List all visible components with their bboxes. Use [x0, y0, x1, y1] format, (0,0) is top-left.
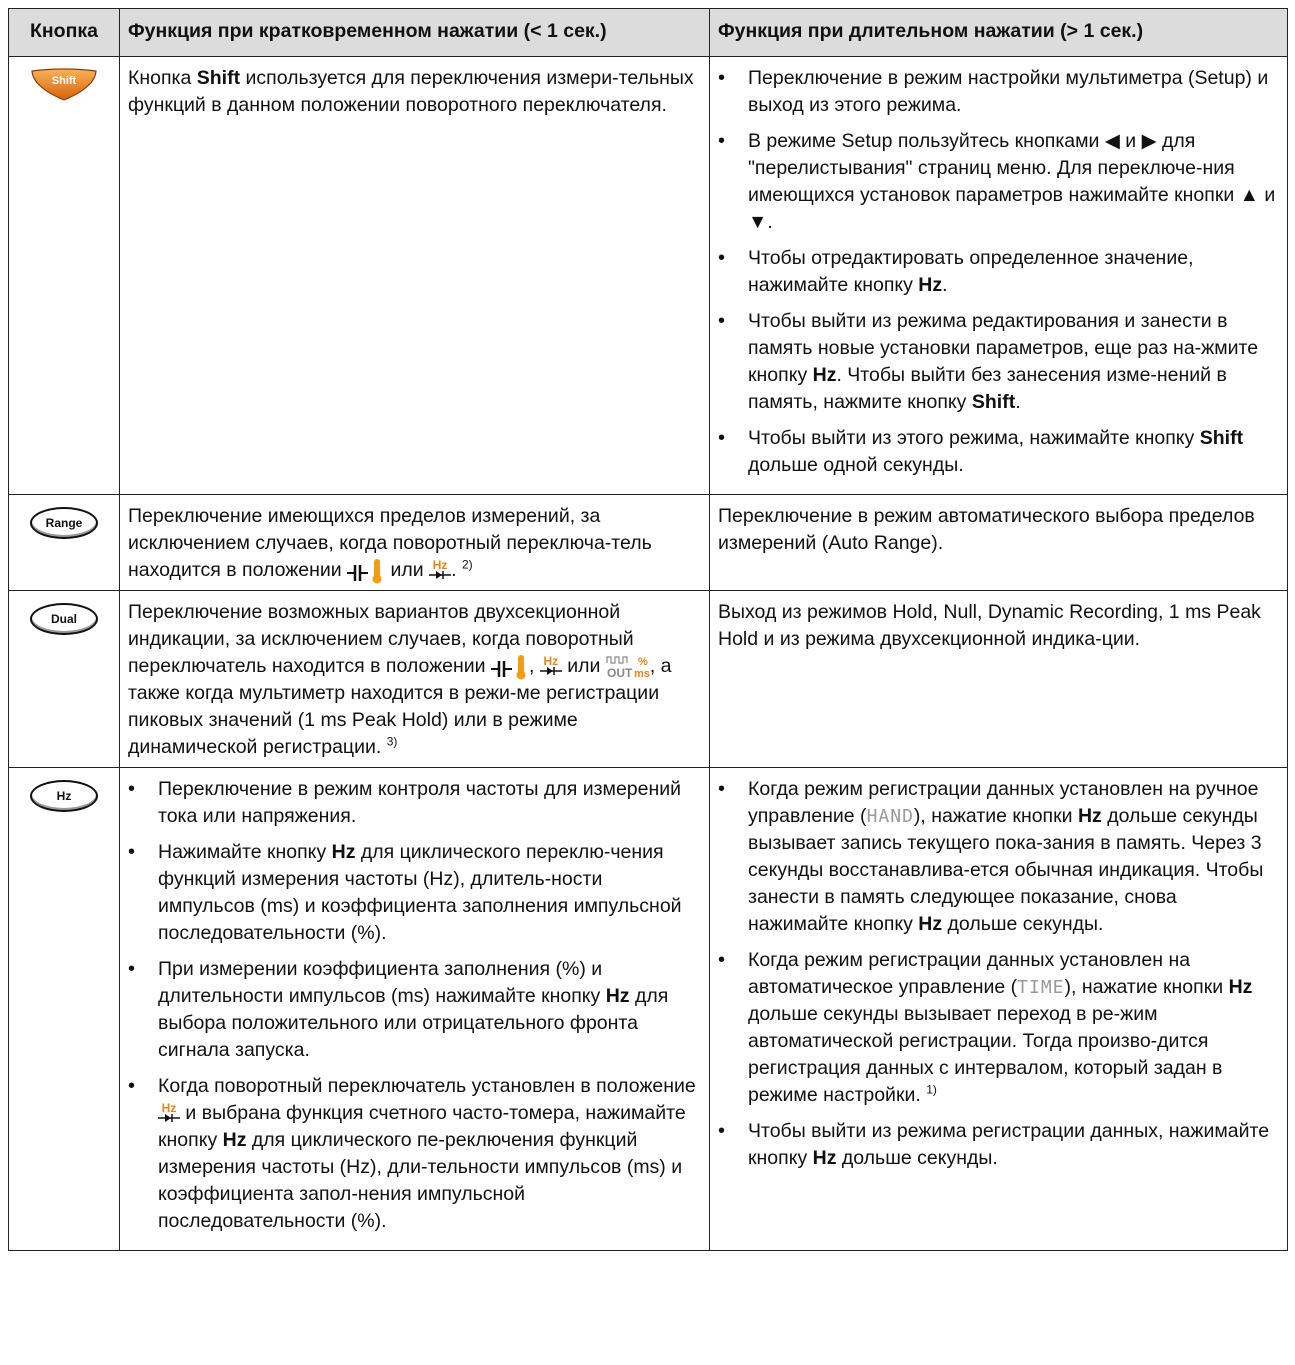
shift-short-text-a: Кнопка	[128, 67, 197, 89]
hz-long-b3-a: Чтобы выйти из режима регистрации данных, нажимайте кнопку	[748, 1120, 1270, 1169]
hz-short-b4-c: для циклического пе-реключения функций измерения частоты (Hz), дли-тельности импульсов (ms) и коэффициента запол-нения импульсной последовательности (%).	[158, 1129, 683, 1232]
shift-long-list	[710, 65, 1279, 479]
out-label: OUT	[606, 665, 633, 680]
range-footnote: 2)	[461, 557, 473, 572]
hz-long-b3-c: дольше секунды.	[836, 1147, 998, 1169]
hz-short-b2-a: Нажимайте кнопку	[158, 841, 332, 863]
range-key-cell	[9, 495, 120, 591]
dual-key-cell	[9, 591, 120, 768]
dual-short-c: или	[561, 655, 606, 677]
range-key-icon: Range	[30, 507, 98, 539]
pct-label: %	[637, 655, 648, 668]
hz-diode-icon	[158, 1103, 180, 1124]
shift-long-b3-a: Чтобы отредактировать определенное значение, нажимайте кнопку	[748, 247, 1194, 296]
dual-key-icon: Dual	[30, 603, 98, 635]
range-short-c: .	[451, 559, 462, 581]
header-long-press: Функция при длительном нажатии (> 1 сек.)	[710, 9, 1288, 57]
hz-long-b2-a: Когда режим регистрации данных установлен на автоматическое управление (	[748, 949, 1191, 998]
hz-key-icon: Hz	[30, 780, 98, 812]
range-long-press: Переключение в режим автоматического выбора пределов измерений (Auto Range).	[710, 495, 1288, 591]
shift-long-b5-c: дольше одной секунды.	[748, 454, 964, 476]
hz-long-list	[710, 776, 1279, 1172]
header-row	[9, 9, 1288, 57]
header-short-press: Функция при кратковременном нажатии (< 1 сек.)	[120, 9, 710, 57]
list-item	[710, 947, 1279, 1109]
list-item	[710, 245, 1279, 299]
dual-short-d: , а также когда мультиметр находится в режи-ме регистрации пиковых значений (1 ms Peak Hold) или в режиме динамической регистрации.	[128, 655, 672, 758]
hz-long-b2-b: ), нажатие кнопки	[1064, 976, 1229, 998]
hz-long-b3-key: Hz	[812, 1147, 837, 1169]
lcd-hand-text: HAND	[866, 806, 914, 827]
shift-long-b3-c: .	[942, 274, 948, 296]
capacitor-temperature-icon	[491, 654, 529, 680]
list-item	[710, 776, 1279, 938]
shift-long-b4-a: Чтобы выйти из режима редактирования и занести в память новые установки параметров, еще раз на-жмите кнопку	[748, 310, 1259, 386]
shift-long-b5-key: Shift	[1199, 427, 1244, 449]
range-short-press	[120, 495, 710, 591]
arrow-up-icon: ▲	[1239, 184, 1259, 206]
hz-long-b1-d: дольше секунды.	[942, 913, 1104, 935]
shift-key-icon	[29, 67, 99, 101]
arrow-down-icon: ▼	[748, 211, 768, 233]
hz-short-b4-key: Hz	[222, 1129, 247, 1151]
hz-short-b3-c: для выбора положительного или отрицательного фронта сигнала запуска.	[158, 985, 669, 1061]
hz-long-press	[710, 768, 1288, 1251]
hz-short-press	[120, 768, 710, 1251]
shift-long-b4-e: .	[1015, 391, 1021, 413]
shift-long-b3-key: Hz	[918, 274, 943, 296]
hz-long-b1-c: дольше секунды вызывает запись текущего пока-зания в память. Через 3 секунды восстанавлива-ется обычная индикация. Чтобы занести в память следующее показание, снова нажимайте кнопку	[748, 805, 1264, 935]
shift-long-b2-c: для "перелистывания" страниц меню. Для переключе-ния имеющихся установок параметров нажимайте кнопки	[748, 130, 1240, 206]
table-row-dual	[9, 591, 1288, 768]
hz-long-b1-key: Hz	[1077, 805, 1102, 827]
hz-diode-label: Hz	[543, 654, 559, 669]
list-item	[710, 1118, 1279, 1172]
capacitor-temperature-icon	[347, 558, 385, 584]
hz-diode-label: Hz	[161, 1101, 177, 1116]
shift-long-b2-e: .	[767, 211, 773, 233]
hz-long-footnote: 1)	[926, 1082, 937, 1097]
shift-long-press	[710, 57, 1288, 495]
hz-key-cell	[9, 768, 120, 1251]
shift-long-b4-key2: Shift	[971, 391, 1016, 413]
lcd-time-text: TIME	[1017, 977, 1065, 998]
hz-long-b1-b: ), нажатие кнопки	[913, 805, 1078, 827]
list-item	[120, 956, 701, 1064]
header-button: Кнопка	[9, 9, 120, 57]
shift-key-label: Shift	[51, 75, 77, 87]
list-item	[710, 128, 1279, 236]
hz-long-b1-a: Когда режим регистрации данных установлен на ручное управление (	[748, 778, 1259, 827]
shift-long-b5-a: Чтобы выйти из этого режима, нажимайте кнопку	[748, 427, 1200, 449]
hz-long-b2-c: дольше секунды вызывает переход в ре-жим автоматической регистрации. Тогда произво-дится регистрация данных с интервалом, который задан в режиме настройки.	[748, 1003, 1223, 1106]
list-item	[710, 65, 1279, 119]
shift-long-b4-c: . Чтобы выйти без занесения изме-нений в память, нажмите кнопку	[748, 364, 1227, 413]
table-row-range	[9, 495, 1288, 591]
list-item	[710, 425, 1279, 479]
table-row-hz	[9, 768, 1288, 1251]
hz-short-b4-a: Когда поворотный переключатель установлен в положение	[158, 1075, 696, 1097]
hz-long-b2-key: Hz	[1228, 976, 1253, 998]
arrow-right-icon: ▶	[1141, 130, 1157, 152]
shift-long-b1: Переключение в режим настройки мультиметра (Setup) и выход из этого режима.	[748, 67, 1269, 116]
hz-diode-icon	[429, 560, 451, 581]
hz-short-b3-a: При измерении коэффициента заполнения (%) и длительности импульсов (ms) нажимайте кнопку	[158, 958, 606, 1007]
range-short-a: Переключение имеющихся пределов измерений, за исключением случаев, когда поворотный переключа-тель находится в положении	[128, 505, 652, 581]
ms-label: ms	[633, 667, 650, 680]
hz-short-b2-key: Hz	[331, 841, 356, 863]
shift-key-cell	[9, 57, 120, 495]
square-wave-output-icon	[606, 654, 650, 680]
hz-diode-icon	[540, 656, 562, 677]
dual-footnote: 3)	[386, 734, 398, 749]
hz-short-b2-c: для циклического переклю-чения функций измерения частоты (Hz), длитель-ности импульсов (ms) и коэффициента заполнения импульсной последовательности (%).	[158, 841, 682, 944]
shift-long-b2-b: и	[1119, 130, 1142, 152]
dual-long-press: Выход из режимов Hold, Null, Dynamic Recording, 1 ms Peak Hold и из режима двухсекционной индика-ции.	[710, 591, 1288, 768]
shift-long-b2-a: В режиме Setup пользуйтесь кнопками	[748, 130, 1105, 152]
hz-short-b1: Переключение в режим контроля частоты для измерений тока или напряжения.	[158, 778, 682, 827]
list-item	[120, 839, 701, 947]
dual-short-press	[120, 591, 710, 768]
list-item	[120, 1073, 701, 1235]
list-item	[710, 308, 1279, 416]
button-functions-table	[8, 8, 1288, 1251]
hz-short-b4-b: и выбрана функция счетного часто-томера, нажимайте кнопку	[158, 1102, 686, 1151]
hz-short-b3-key: Hz	[605, 985, 630, 1007]
table-row-shift	[9, 57, 1288, 495]
dual-short-b: ,	[528, 655, 540, 677]
shift-long-b4-key: Hz	[812, 364, 837, 386]
shift-short-key: Shift	[196, 67, 241, 89]
shift-short-text-b: используется для переключения измери-тельных функций в данном положении поворотного переключателя.	[128, 67, 694, 116]
list-item	[120, 776, 701, 830]
range-short-b: или	[385, 559, 430, 581]
hz-long-b1-key2: Hz	[918, 913, 943, 935]
arrow-left-icon: ◀	[1104, 130, 1120, 152]
shift-short-press	[120, 57, 710, 495]
hz-short-list	[120, 776, 701, 1235]
shift-long-b2-d: и	[1258, 184, 1276, 206]
hz-diode-label: Hz	[432, 558, 448, 573]
dual-short-a: Переключение возможных вариантов двухсекционной индикации, за исключением случаев, когда поворотный переключатель находится в положении	[128, 601, 634, 677]
